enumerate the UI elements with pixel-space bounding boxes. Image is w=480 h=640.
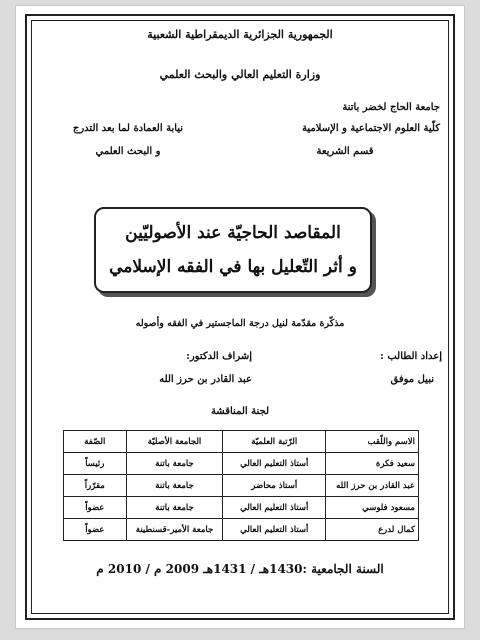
thesis-title-line-2: و أثر التّعليل بها في الفقه الإسلامي bbox=[109, 257, 357, 277]
member-rank: أستاذ التعليم العالي bbox=[223, 453, 326, 475]
member-university: جامعة الأمير-قسنطينة bbox=[126, 519, 223, 541]
department-name: قسم الشريعة bbox=[316, 146, 374, 157]
supervisor-label: إشراف الدكتور: bbox=[186, 351, 252, 362]
thesis-title-line-1: المقاصد الحاجيّة عند الأصوليّين bbox=[125, 223, 341, 243]
table-row bbox=[64, 453, 419, 475]
table-row bbox=[64, 475, 419, 497]
column-header-name: الاسم واللّقب bbox=[326, 431, 419, 453]
member-role: عضواً bbox=[64, 497, 127, 519]
supervisor-name: عبد القادر بن حرز الله bbox=[159, 374, 252, 385]
deanery-line-1: نيابة العمادة لما بعد التدرج bbox=[72, 123, 184, 134]
university-name: جامعة الحاج لخضر باتنة bbox=[342, 102, 440, 113]
member-name: كمال لدرع bbox=[326, 519, 419, 541]
column-header-rank: الرّتبة العلميّة bbox=[223, 431, 326, 453]
document-page bbox=[16, 6, 464, 628]
member-role: مقرّراً bbox=[64, 475, 127, 497]
deanery-line-2: و البحث العلمي bbox=[95, 146, 161, 157]
member-name: عبد القادر بن حرز الله bbox=[326, 475, 419, 497]
column-header-role: الصّفة bbox=[64, 431, 127, 453]
committee-header-row bbox=[64, 431, 419, 453]
member-university: جامعة باتنة bbox=[126, 497, 223, 519]
member-rank: أستاذ التعليم العالي bbox=[223, 497, 326, 519]
member-rank: أستاذ محاضر bbox=[223, 475, 326, 497]
committee-heading: لجنة المناقشة bbox=[210, 406, 270, 417]
republic-header: الجمهورية الجزائرية الديمقراطية الشعبية bbox=[147, 28, 333, 41]
member-rank: أستاذ التعليم العالي bbox=[223, 519, 326, 541]
thesis-title-box bbox=[94, 207, 372, 293]
academic-year: السنة الجامعية :1430هـ / 1431هـ 2009 م / 2010 م bbox=[96, 562, 384, 576]
student-label: إعداد الطالب : bbox=[380, 351, 442, 362]
thesis-subtitle: مذكّرة مقدّمة لنيل درجة الماجستير في الفقه وأصوله bbox=[135, 318, 345, 329]
table-row bbox=[64, 519, 419, 541]
ministry-header: وزارة التعليم العالي والبحث العلمي bbox=[159, 68, 321, 81]
member-name: سعيد فكرة bbox=[326, 453, 419, 475]
member-role: عضواً bbox=[64, 519, 127, 541]
student-name: نبيل موفق bbox=[390, 374, 434, 385]
committee-table bbox=[63, 430, 419, 541]
faculty-name: كلّية العلوم الاجتماعية و الإسلامية bbox=[302, 123, 440, 134]
column-header-university: الجامعة الأصليّة bbox=[126, 431, 223, 453]
member-university: جامعة باتنة bbox=[126, 475, 223, 497]
member-name: مسعود فلوسي bbox=[326, 497, 419, 519]
member-role: رئيساً bbox=[64, 453, 127, 475]
member-university: جامعة باتنة bbox=[126, 453, 223, 475]
table-row bbox=[64, 497, 419, 519]
